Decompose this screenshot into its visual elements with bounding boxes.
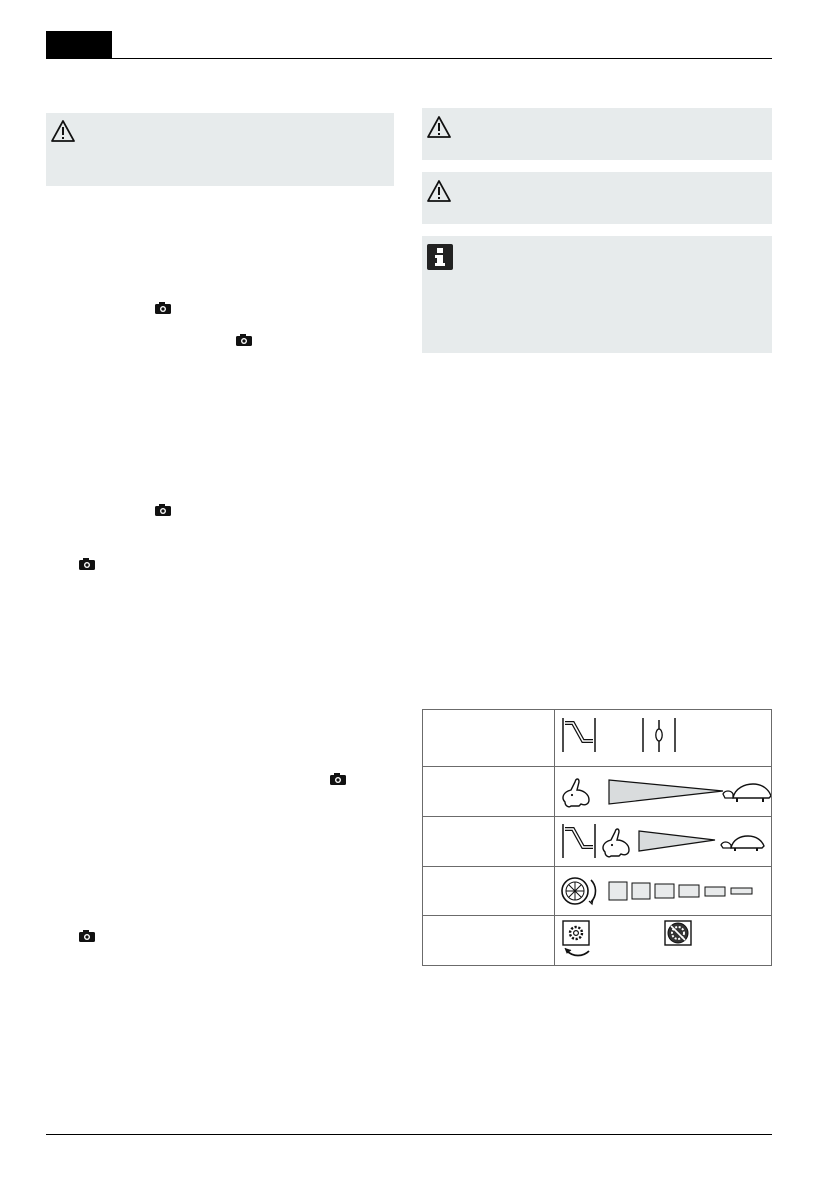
camera-icon — [79, 930, 95, 942]
table-row — [423, 867, 772, 916]
valve-open-icon — [563, 718, 595, 752]
table-row — [423, 916, 772, 966]
right-warning-box-2 — [422, 172, 772, 224]
symbol-cell — [555, 817, 772, 867]
turtle-slow-icon — [723, 784, 771, 802]
turtle-slow-icon — [721, 836, 764, 851]
header-rule — [46, 58, 772, 59]
speed-wedge-icon — [609, 780, 723, 804]
table-row — [423, 767, 772, 817]
symbol-label-cell — [423, 817, 555, 867]
symbol-cell — [555, 767, 772, 817]
table-row — [423, 817, 772, 867]
camera-icon — [155, 504, 171, 516]
warning-triangle-icon — [426, 115, 452, 139]
step-scale-icon — [609, 882, 752, 900]
symbol-label-cell — [423, 767, 555, 817]
valve-open-icon — [563, 824, 595, 858]
left-warning-box — [46, 113, 394, 186]
camera-icon — [330, 773, 346, 785]
symbol-cell — [555, 916, 772, 966]
camera-icon — [155, 302, 171, 314]
camera-icon — [79, 558, 95, 570]
symbol-cell — [555, 710, 772, 767]
footer-rule — [46, 1134, 772, 1135]
warning-triangle-icon — [426, 179, 452, 203]
gear-wheel-icon — [562, 878, 596, 904]
symbol-cell — [555, 867, 772, 916]
symbol-label-cell — [423, 867, 555, 916]
symbol-label-cell — [423, 710, 555, 767]
rabbit-fast-icon — [563, 779, 589, 807]
right-warning-box-1 — [422, 108, 772, 160]
header-tab — [46, 31, 112, 58]
warning-triangle-icon — [50, 119, 76, 143]
gear-rotate-icon — [563, 921, 589, 956]
right-info-box — [422, 236, 772, 353]
info-icon — [427, 244, 453, 270]
gear-disabled-icon — [665, 921, 691, 945]
rabbit-fast-icon — [603, 829, 629, 857]
table-row — [423, 710, 772, 767]
valve-adjust-icon — [643, 718, 675, 752]
symbol-label-cell — [423, 916, 555, 966]
camera-icon — [236, 334, 252, 346]
symbol-table — [422, 709, 772, 966]
speed-wedge-icon — [639, 831, 715, 851]
